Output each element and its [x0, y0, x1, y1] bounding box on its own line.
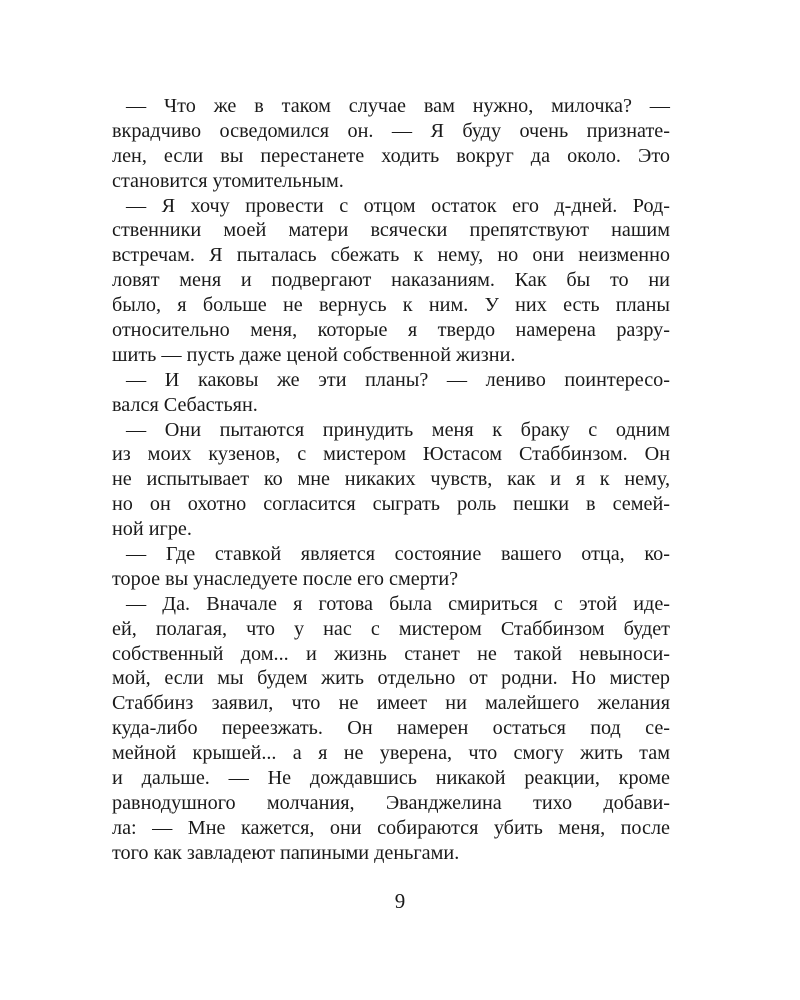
text-line: но он охотно согласится сыграть роль пешки в семей-	[112, 493, 670, 516]
text-line: из моих кузенов, с мистером Юстасом Стаббинзом. Он	[112, 443, 670, 466]
text-line: и дальше. — Не дождавшись никакой реакции, кроме	[112, 767, 670, 790]
text-line: ей, полагая, что у нас с мистером Стаббинзом будет	[112, 617, 670, 640]
text-line: шить — пусть даже ценой собственной жизни.	[112, 343, 516, 366]
text-line: было, я больше не вернусь к ним. У них есть планы	[112, 294, 670, 317]
text-line: собственный дом... и жизнь станет не такой невыноси-	[112, 642, 670, 665]
text-line: мейной крышей... а я не уверена, что смогу жить там	[112, 742, 670, 765]
paragraph	[112, 94, 670, 194]
text-line: ловят меня и подвергают наказаниям. Как бы то ни	[112, 269, 670, 292]
text-line: ной игре.	[112, 518, 192, 541]
page-number: 9	[394, 889, 406, 913]
text-line: куда-либо переезжать. Он намерен остаться под се-	[112, 717, 670, 740]
text-line: — Да. Вначале я готова была смириться с этой иде-	[126, 592, 670, 615]
text-line: встречам. Я пыталась сбежать к нему, но они неизменно	[112, 244, 670, 267]
text-line: — Я хочу провести с отцом остаток его д-дней. Род-	[126, 194, 670, 217]
text-line: относительно меня, которые я твердо намерена разру-	[112, 319, 670, 342]
text-line: торое вы унаследуете после его смерти?	[112, 567, 459, 590]
text-line: — Они пытаются принудить меня к браку с одним	[126, 418, 670, 441]
paragraph	[112, 194, 670, 368]
text-line: вался Себастьян.	[112, 393, 258, 416]
paragraph	[112, 368, 670, 418]
paragraph	[112, 542, 670, 592]
text-line: — И каковы же эти планы? — лениво поинтересо-	[126, 368, 670, 391]
text-line: — Что же в таком случае вам нужно, милочка? —	[126, 95, 670, 117]
text-line: равнодушного молчания, Эванджелина тихо добави-	[112, 791, 670, 814]
text-line: вкрадчиво осведомился он. — Я буду очень признате-	[112, 119, 670, 142]
text-line: лен, если вы перестанете ходить вокруг да около. Это	[112, 144, 670, 167]
text-line: того как завладеют папиными деньгами.	[112, 841, 460, 864]
text-line: ла: — Мне кажется, они собираются убить меня, после	[112, 816, 670, 839]
text-line: Стаббинз заявил, что не имеет ни малейшего желания	[112, 692, 670, 715]
text-line: становится утомительным.	[112, 169, 344, 192]
paragraph	[112, 592, 670, 866]
text-line: — Где ставкой является состояние вашего отца, ко-	[126, 543, 670, 566]
text-line: мой, если мы будем жить отдельно от родни. Но мистер	[112, 667, 670, 690]
text-line: ственники моей матери всячески препятствуют нашим	[112, 219, 670, 242]
page-body-text	[112, 94, 670, 866]
text-line: не испытывает ко мне никаких чувств, как и я к нему,	[112, 468, 670, 491]
paragraph	[112, 418, 670, 542]
